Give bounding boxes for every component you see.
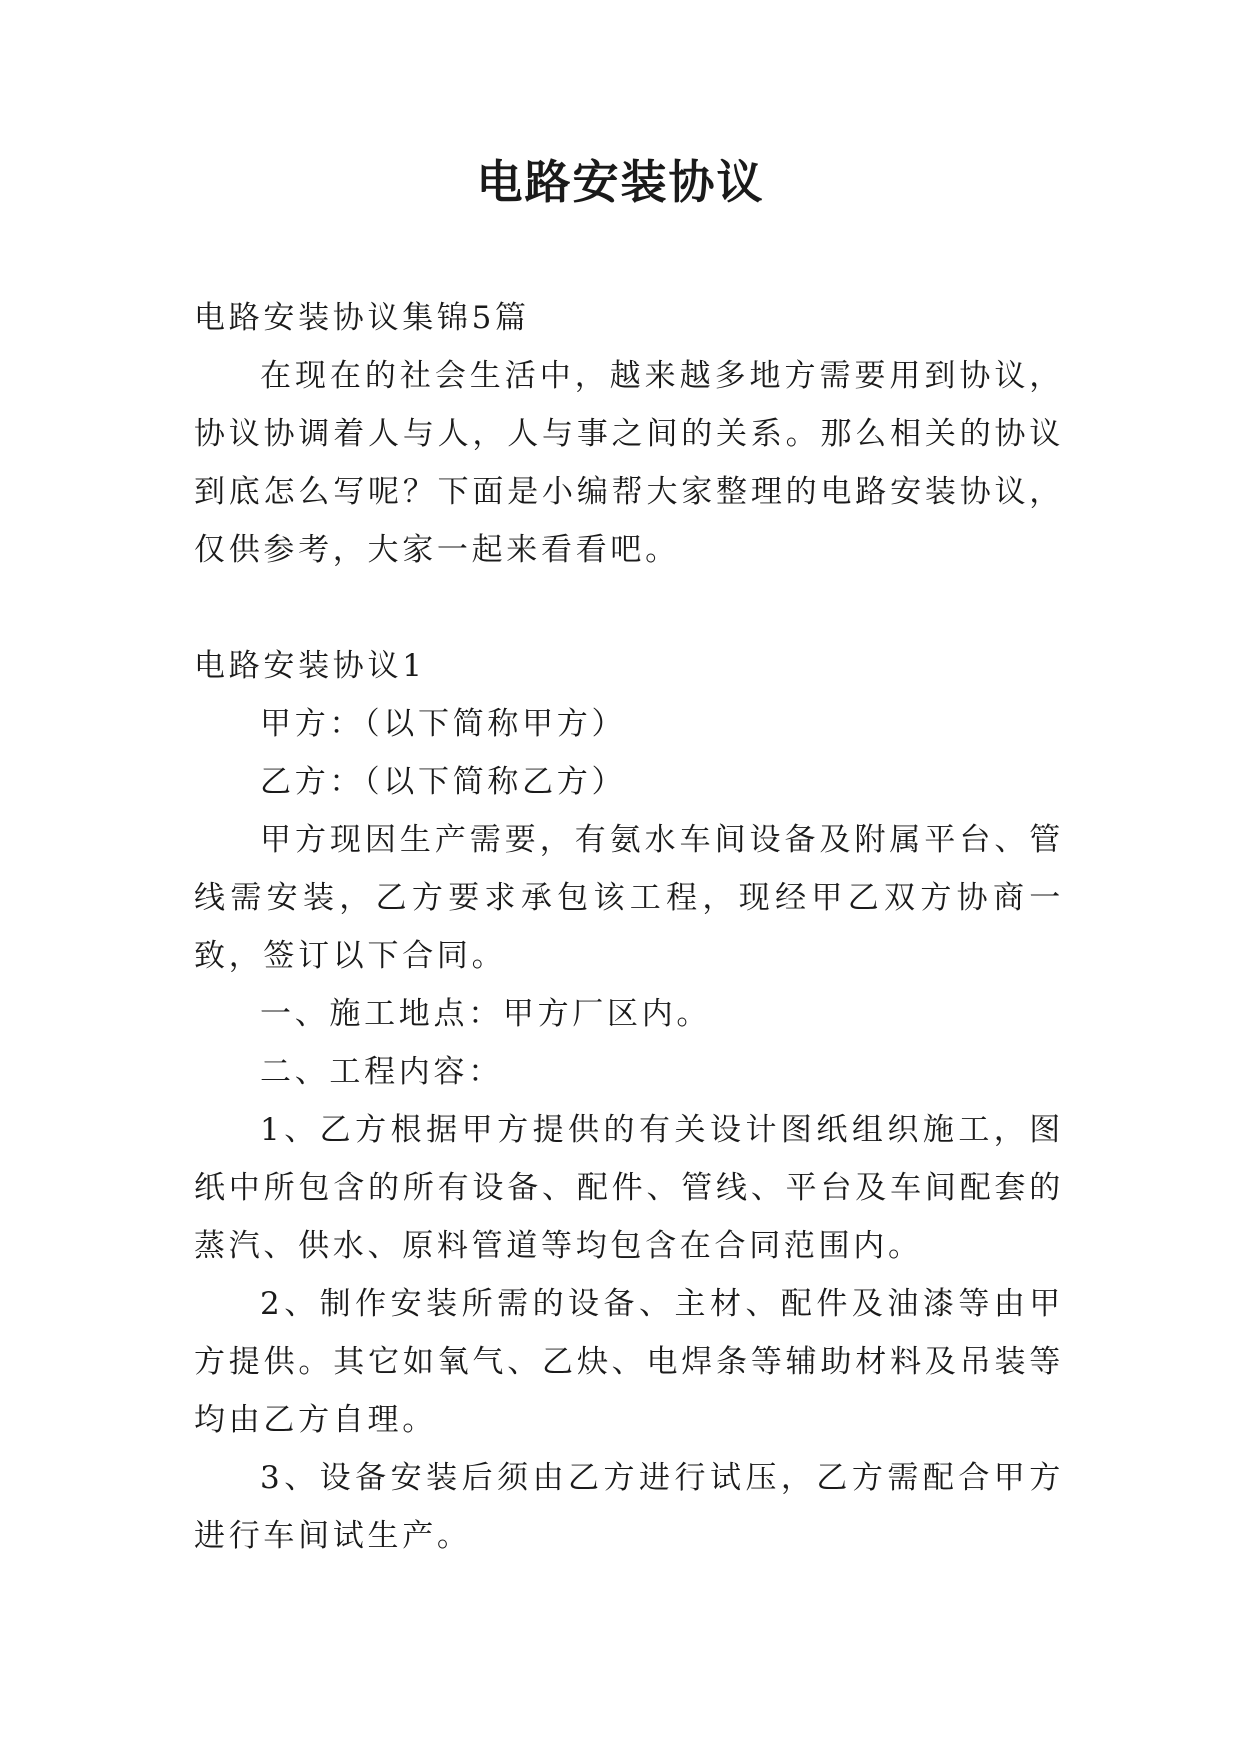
document-title: 电路安装协议 xyxy=(476,155,765,209)
intro-paragraph: 在现在的社会生活中，越来越多地方需要用到协议，协议协调着人与人，人与事之间的关系。那么相关的协议到底怎么写呢？下面是小编帮大家整理的电路安装协议，仅供参考，大家一起来看看吧。 xyxy=(194,358,1064,568)
preamble-paragraph: 甲方现因生产需要，有氨水车间设备及附属平台、管线需安装，乙方要求承包该工程，现经甲乙双方协商一致，签订以下合同。 xyxy=(194,822,1064,974)
document-body xyxy=(194,289,1064,1565)
agreement-heading: 电路安装协议1 xyxy=(194,648,426,684)
collection-heading: 电路安装协议集锦5篇 xyxy=(194,300,530,336)
party-b-line: 乙方：（以下简称乙方） xyxy=(260,764,627,800)
party-a-line: 甲方：（以下简称甲方） xyxy=(260,706,627,742)
clause-location: 一、施工地点：甲方厂区内。 xyxy=(260,996,712,1032)
clause-item-1: 1、乙方根据甲方提供的有关设计图纸组织施工，图纸中所包含的所有设备、配件、管线、平台及车间配套的蒸汽、供水、原料管道等均包含在合同范围内。 xyxy=(194,1112,1064,1264)
clause-item-2: 2、制作安装所需的设备、主材、配件及油漆等由甲方提供。其它如氧气、乙炔、电焊条等辅助材料及吊装等均由乙方自理。 xyxy=(194,1286,1064,1438)
clause-content-heading: 二、工程内容： xyxy=(260,1054,503,1090)
clause-item-3: 3、设备安装后须由乙方进行试压，乙方需配合甲方进行车间试生产。 xyxy=(194,1460,1064,1554)
